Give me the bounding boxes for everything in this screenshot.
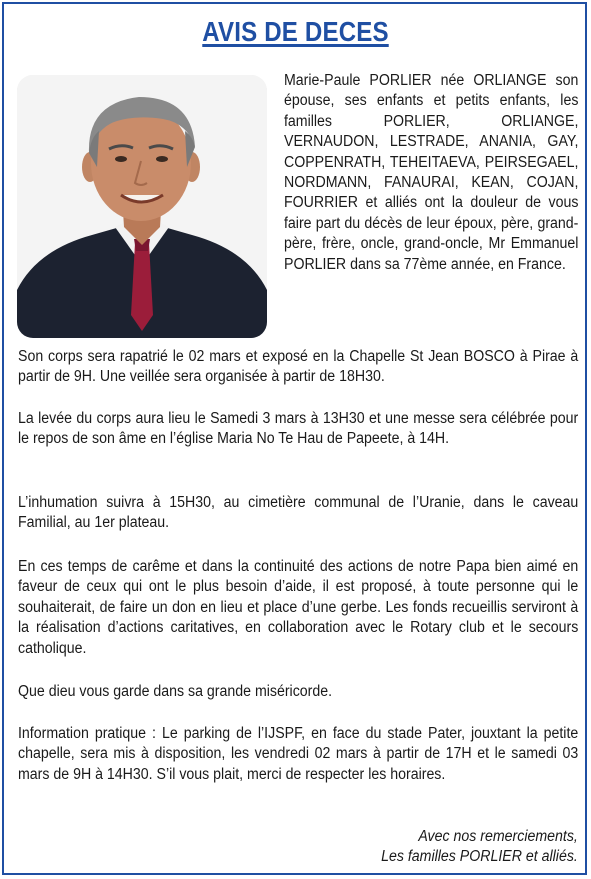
portrait-illustration xyxy=(17,75,267,338)
paragraph-blessing: Que dieu vous garde dans sa grande miséricorde. xyxy=(18,683,333,700)
notice-title-text: AVIS DE DECES xyxy=(202,16,389,47)
intro-paragraph: Marie-Paule PORLIER née ORLIANGE son épouse, ses enfants et petits enfants, les familles PORLIER, ORLIANGE, VERNAUDON, LESTRADE, ANANIA, GAY, COPPENRATH, TEHEITAEVA, PEIRSEGAEL, NORDMANN, FANAURAI, KEAN, COJAN, FOURRIER et alliés ont la douleur de vous faire part du décès de leur époux, père, grand-père, frère, oncle, grand-oncle, Mr Emmanuel PORLIER dans sa 77ème année, en France. xyxy=(284,72,579,273)
paragraph-funeral-mass: La levée du corps aura lieu le Samedi 3 mars à 13H30 et une messe sera célébrée pour le repos de son âme en l’église Maria No Te Hau de Papeete, à 14H. xyxy=(18,410,579,448)
paragraph-repatriation: Son corps sera rapatrié le 02 mars et exposé en la Chapelle St Jean BOSCO à Pirae à partir de 9H. Une veillée sera organisée à partir de 18H30. xyxy=(18,348,579,386)
closing-families: Les familles PORLIER et alliés. xyxy=(381,848,578,865)
closing-signature xyxy=(364,827,578,867)
paragraph-donation: En ces temps de carême et dans la continuité des actions de notre Papa bien aimé en faveur de ceux qui ont le plus besoin d’aide, il est proposé, à toute personne qui le souhaiterait, de faire un don en lieu et place d’une gerbe. Les fonds recueillis serviront à la réalisation d’actions caritatives, en collaboration avec le Rotary club et le secours catholique. xyxy=(18,558,579,657)
paragraph-burial: L’inhumation suivra à 15H30, au cimetière communal de l’Uranie, dans le caveau Familial, au 1er plateau. xyxy=(18,494,579,532)
portrait-photo xyxy=(17,75,267,338)
paragraph-practical-info: Information pratique : Le parking de l’IJSPF, en face du stade Pater, jouxtant la petite chapelle, sera mis à disposition, les vendredi 02 mars à partir de 17H et le samedi 03 mars de 9H à 14H30. S’il vous plait, merci de respecter les horaires. xyxy=(18,725,579,783)
notice-title xyxy=(41,16,549,48)
closing-thanks: Avec nos remerciements, xyxy=(418,828,578,845)
